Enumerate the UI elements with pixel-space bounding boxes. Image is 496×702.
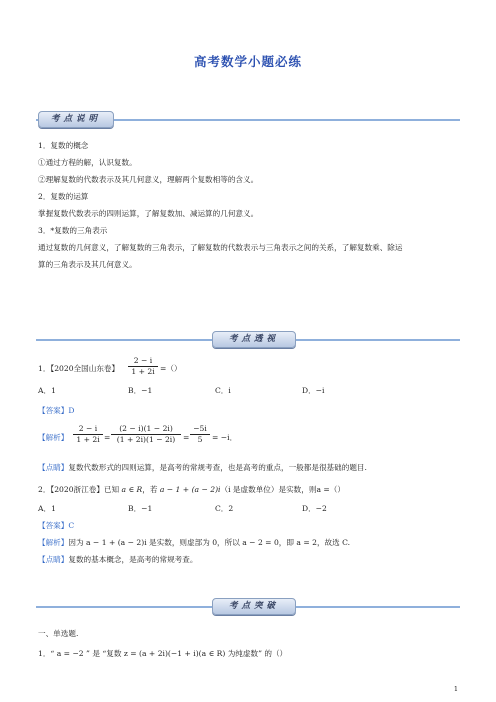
q2-option-a: A．1 [38,504,56,513]
outline-line-3: ②理解复数的代数表示及其几何意义，理解两个复数相等的含义。 [38,175,259,184]
q1-eq-sign-2: = [183,433,190,442]
q2-comment: 复数的基本概念，是高考的常规考查。 [68,555,198,564]
section-banner-basic [36,598,460,616]
q2-stem-a: 2．【2020浙江卷】已知 [38,485,120,494]
q1-comment-tag: 【点睛】 [38,463,69,472]
q1-step2-num: (2 − i)(1 − 2i) [111,424,181,435]
q1-option-c: C．i [215,386,231,395]
q1-step1-num: 2 − i [73,424,103,435]
q1-result: = −i． [212,433,238,442]
outline-line-6: 3．*复数的三角表示 [38,226,108,235]
section-question-1: 1．“ a = −2 ” 是 “复数 z = (a + 2i)(−1 + i)(a ∈ R) 为纯虚数” 的（） [38,649,288,658]
q1-fraction-den: 1 + 2i [131,367,155,376]
q1-fraction-num: 2 − i [128,356,158,367]
q2-option-c: C．2 [215,504,234,513]
q1-step2-den: (1 + 2i)(1 − 2i) [116,435,176,444]
q1-option-a: A．1 [38,386,56,395]
q2-option-b: B．−1 [128,504,153,513]
q1-tail: =（） [160,364,182,373]
q1-option-b: B．−1 [128,386,153,395]
outline-line-7: 通过复数的几何意义，了解复数的三角表示，了解复数的代数表示与三角表示之间的关系，了解复数乘、除运 [38,243,403,252]
section-banner-outline [36,111,460,129]
q2-stem-c: ，若 [142,485,158,494]
q1-eq-sign-1: = [104,433,111,442]
q2-stem-f: a =（） [316,485,345,494]
q1-step3 [190,424,210,445]
q2-stem-d: a − 1 + (a − 2)i [159,485,221,494]
q2-analysis-tag: 【解析】 [38,538,69,547]
q2-stem-b: a ∈ R [121,485,143,494]
q2-analysis: 因为 a − 1 + (a − 2)i 是实数，则虚部为 0，所以 a − 2 = 0，即 a = 2，故选 C. [68,538,351,547]
q2-answer: 【答案】C [38,521,75,530]
banner-label-review: 考点透视 [212,331,296,348]
q1-step3-den: 5 [197,435,203,444]
outline-line-2: ①通过方程的解，认识复数。 [38,158,137,167]
q1-step2 [111,424,181,445]
q1-comment: 复数代数形式的四则运算，是高考的常规考查，也是高考的重点，一般都是很基础的题目. [68,463,367,472]
q1-analysis-tag: 【解析】 [38,433,69,442]
q1-stem: 1．【2020全国山东卷】 [38,364,120,373]
q2-option-d: D．−2 [302,504,327,513]
q2-stem-e: （i 是虚数单位）是实数，则 [220,485,317,494]
section-heading: 一、单选题. [38,629,79,638]
q2-stem [38,485,345,495]
outline-line-8: 算的三角表示及其几何意义。 [38,260,137,269]
banner-label-outline: 考点说明 [38,111,114,128]
outline-line-1: 1．复数的概念 [38,141,89,150]
outline-line-4: 2．复数的运算 [38,192,89,201]
outline-line-5: 掌握复数代数表示的四则运算，了解复数加、减运算的几何意义。 [38,209,259,218]
q1-answer: 【答案】D [38,406,75,415]
page-number: 1 [453,685,458,693]
q1-step3-num: −5i [190,424,210,435]
banner-label-basic: 考点突破 [212,598,296,615]
page-title: 高考数学小题必练 [193,54,302,69]
q2-comment-tag: 【点睛】 [38,555,69,564]
q1-step1 [73,424,103,445]
q1-option-d: D．−i [302,386,325,395]
q1-fraction [128,356,158,377]
q1-step1-den: 1 + 2i [76,435,100,444]
section-banner-review [36,331,460,349]
